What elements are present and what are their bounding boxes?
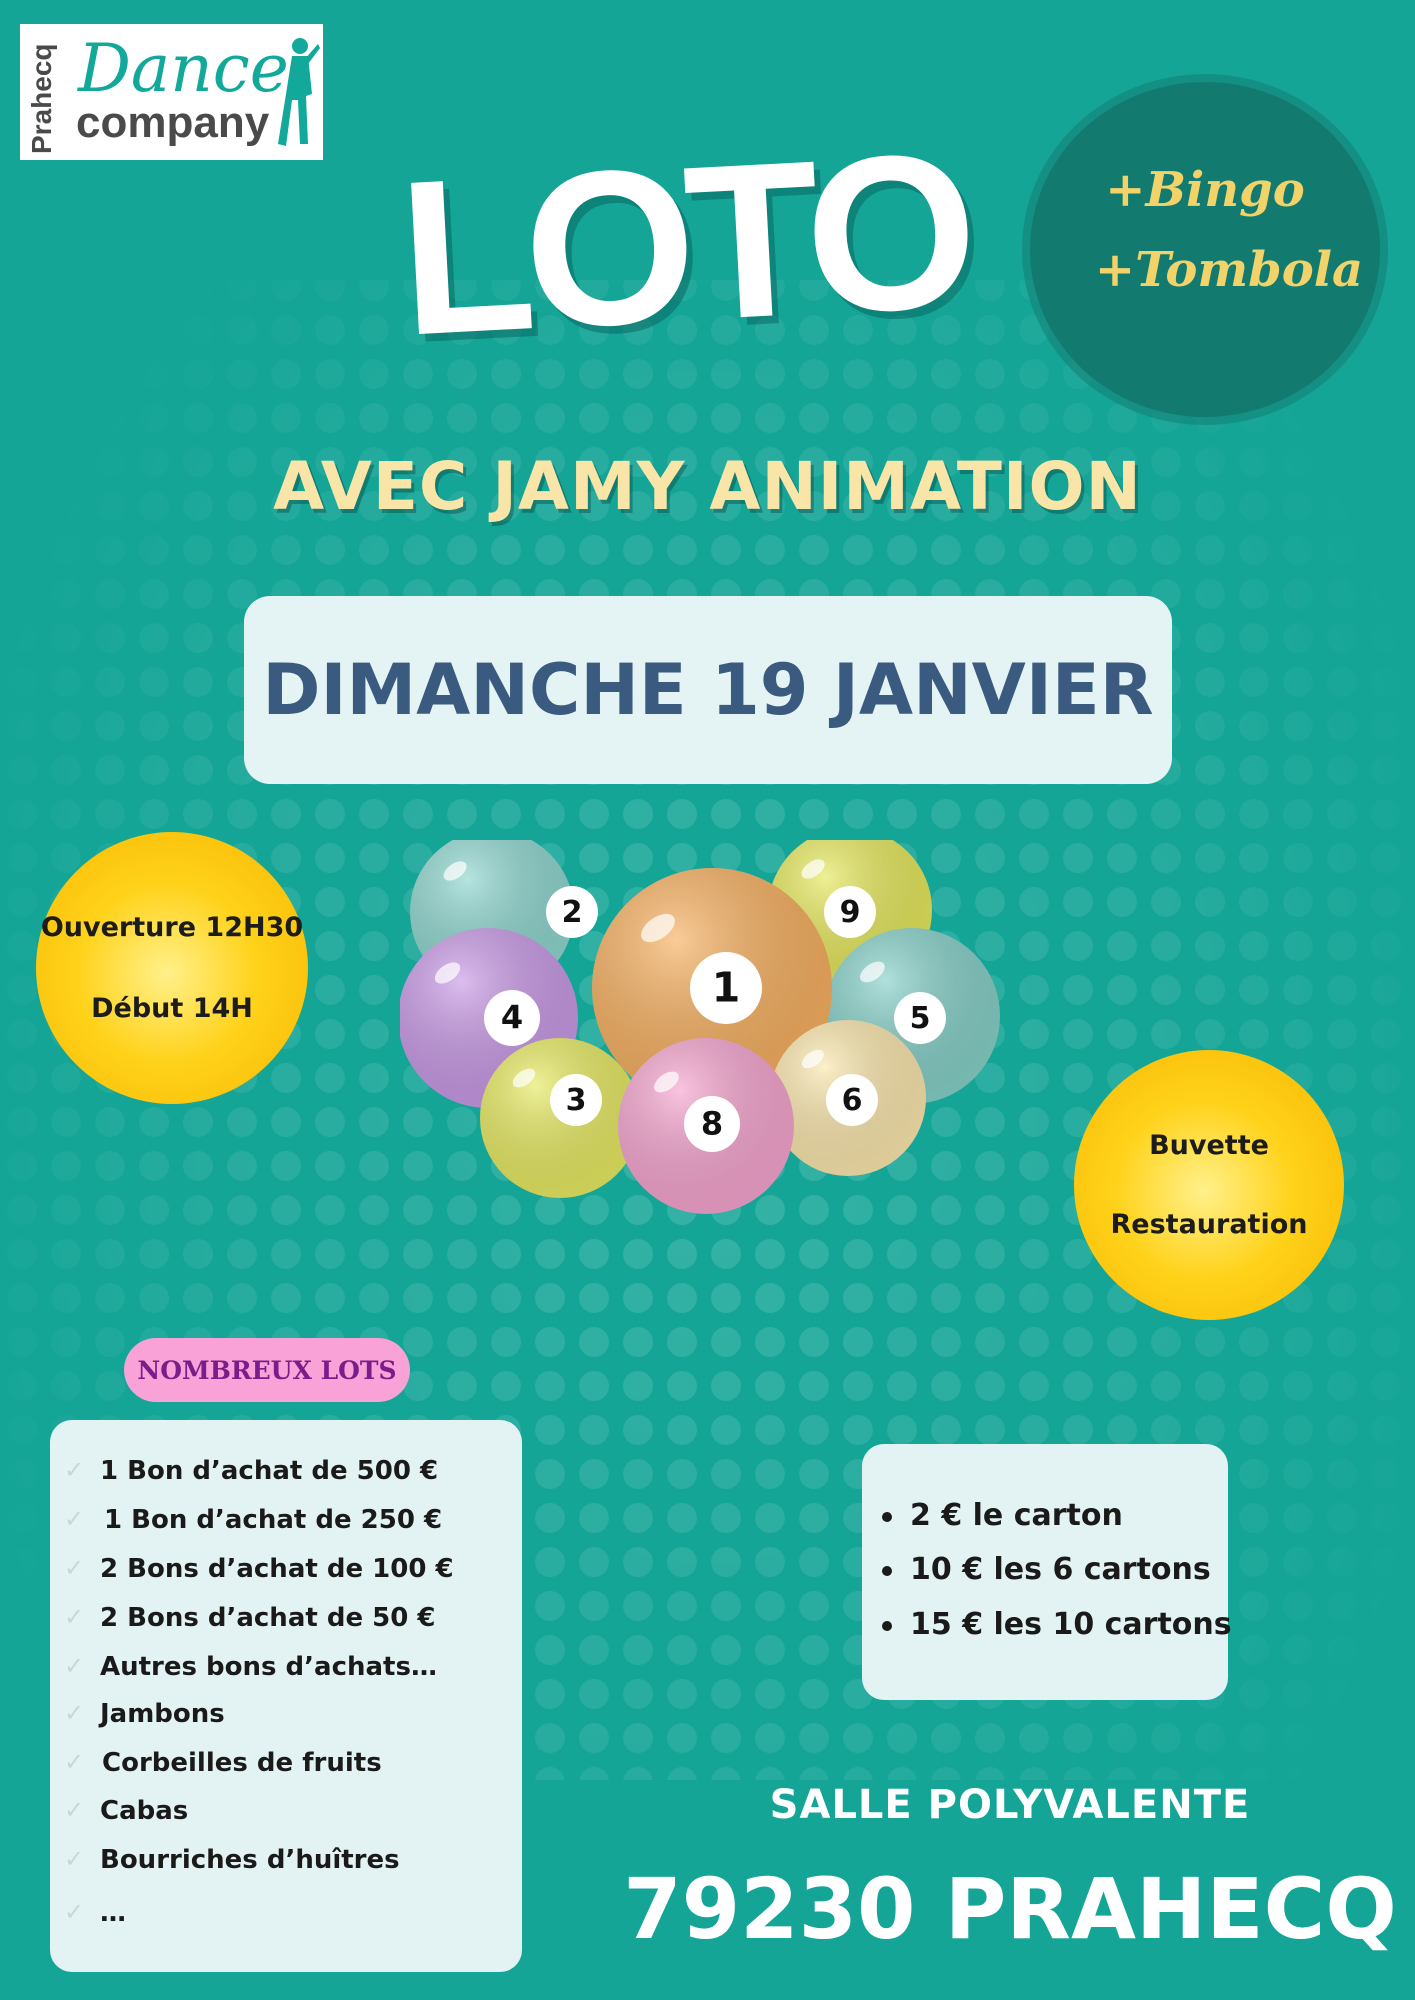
prize-item: Corbeilles de fruits bbox=[102, 1748, 382, 1778]
lottery-ball bbox=[618, 1038, 794, 1214]
check-icon: ✓ bbox=[64, 1796, 85, 1824]
logo-text-company: company bbox=[76, 98, 270, 147]
ball-number: 5 bbox=[909, 1000, 931, 1036]
check-icon: ✓ bbox=[64, 1898, 85, 1926]
schedule-circle bbox=[36, 832, 308, 1104]
badge-tombola: +Tombola bbox=[1094, 242, 1364, 298]
price-text: 10 € les 6 cartons bbox=[910, 1552, 1211, 1587]
prize-item: Cabas bbox=[100, 1796, 189, 1826]
date-box bbox=[244, 596, 1172, 784]
restauration-label: Restauration bbox=[1110, 1209, 1308, 1240]
prize-item: 2 Bons d’achat de 100 € bbox=[100, 1554, 454, 1584]
prize-item: Jambons bbox=[100, 1699, 225, 1729]
check-icon: ✓ bbox=[64, 1652, 85, 1680]
prices-box bbox=[862, 1444, 1232, 1700]
check-icon: ✓ bbox=[64, 1845, 85, 1873]
ball-number: 1 bbox=[711, 963, 741, 1012]
price-text: 15 € les 10 cartons bbox=[910, 1607, 1232, 1642]
prize-item: 1 Bon d’achat de 500 € bbox=[100, 1456, 439, 1486]
food-circle bbox=[1074, 1050, 1344, 1320]
logo-text-dance: Dance bbox=[78, 30, 289, 107]
logo-text-prahecq: Prahecq bbox=[26, 43, 57, 154]
opening-time: Ouverture 12H30 bbox=[40, 912, 304, 943]
bullet-icon bbox=[882, 1512, 892, 1522]
ball-number: 2 bbox=[561, 894, 583, 930]
subtitle: AVEC JAMY ANIMATION bbox=[273, 448, 1142, 525]
ball-number: 4 bbox=[500, 998, 524, 1037]
check-icon: ✓ bbox=[64, 1456, 85, 1484]
venue-city: 79230 PRAHECQ bbox=[623, 1860, 1397, 1958]
ball-number: 6 bbox=[841, 1082, 863, 1118]
prize-item: 1 Bon d’achat de 250 € bbox=[104, 1505, 443, 1535]
lottery-ball bbox=[480, 1038, 640, 1198]
check-icon: ✓ bbox=[64, 1505, 85, 1533]
event-date: DIMANCHE 19 JANVIER bbox=[262, 649, 1154, 731]
price-item bbox=[882, 1552, 1211, 1587]
check-icon: ✓ bbox=[64, 1603, 85, 1631]
dance-company-logo bbox=[20, 24, 323, 160]
lottery-balls-illustration bbox=[400, 840, 1020, 1240]
ball-number: 3 bbox=[565, 1082, 587, 1118]
price-item bbox=[882, 1607, 1232, 1642]
buvette-label: Buvette bbox=[1149, 1130, 1269, 1161]
ball-number: 8 bbox=[700, 1104, 724, 1143]
prize-item: Autres bons d’achats… bbox=[100, 1652, 437, 1682]
lots-label: NOMBREUX LOTS bbox=[137, 1355, 397, 1385]
prize-item: … bbox=[100, 1898, 126, 1928]
price-text: 2 € le carton bbox=[910, 1498, 1123, 1533]
prize-item: 2 Bons d’achat de 50 € bbox=[100, 1603, 436, 1633]
nombreux-lots-pill bbox=[124, 1338, 410, 1402]
ball-number: 9 bbox=[839, 894, 861, 930]
loto-title: LOTO bbox=[393, 106, 974, 382]
check-icon: ✓ bbox=[64, 1699, 85, 1727]
venue-name: SALLE POLYVALENTE bbox=[769, 1782, 1251, 1828]
bingo-tombola-badge bbox=[1030, 82, 1380, 417]
lottery-ball bbox=[770, 1020, 926, 1176]
check-icon: ✓ bbox=[64, 1748, 85, 1776]
start-time: Début 14H bbox=[91, 993, 253, 1024]
price-item bbox=[882, 1498, 1123, 1533]
bullet-icon bbox=[882, 1566, 892, 1576]
prize-item: Bourriches d’huîtres bbox=[100, 1845, 400, 1875]
dancers-icon bbox=[272, 34, 322, 154]
bullet-icon bbox=[882, 1621, 892, 1631]
badge-bingo: +Bingo bbox=[1105, 162, 1305, 218]
prizes-list bbox=[50, 1420, 522, 1972]
check-icon: ✓ bbox=[64, 1554, 85, 1582]
